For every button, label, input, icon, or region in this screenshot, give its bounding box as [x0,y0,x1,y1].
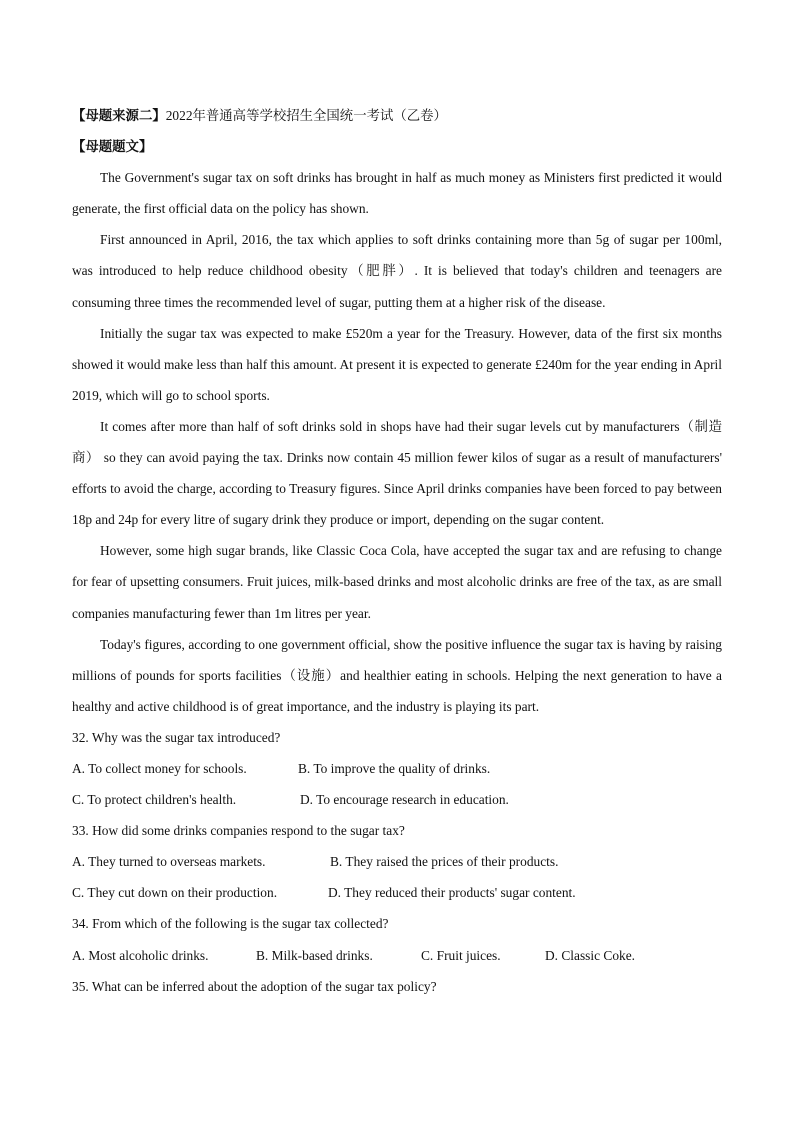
question-33-option-a: A. They turned to overseas markets. [72,854,266,870]
text-label-line [72,131,722,162]
passage-paragraph-2: First announced in April, 2016, the tax which applies to soft drinks containing more than 5g of sugar per 100ml, was introduced to help reduce childhood obesity（肥胖）. It is believed that today's children and teenagers are consuming three times the recommended level of sugar, putting them at a higher risk of the disease. [72,232,722,310]
question-34-option-a: A. Most alcoholic drinks. [72,947,209,963]
question-34-option-b: B. Milk-based drinks. [256,947,373,963]
question-33-options-row-2 [72,877,722,908]
passage-paragraph-3: Initially the sugar tax was expected to make £520m a year for the Treasury. However, data of the first six months showed it would make less than half this amount. At present it is expected to generate £240m for the year ending in April 2019, which will go to school sports. [72,325,722,403]
passage-paragraph-6: Today's figures, according to one government official, show the positive influence the sugar tax is having by raising millions of pounds for sports facilities（设施）and healthier eating in schools. Helping the next generation to have a healthy and active childhood is of great importance, and the industry is playing its part. [72,636,722,714]
source-line [72,100,722,131]
question-32-option-d: D. To encourage research in education. [300,792,509,808]
question-34-option-d: D. Classic Coke. [545,947,636,963]
question-33-option-d: D. They reduced their products' sugar content. [328,885,576,901]
passage-paragraph-5: However, some high sugar brands, like Classic Coca Cola, have accepted the sugar tax and are refusing to change for fear of upsetting consumers. Fruit juices, milk-based drinks and most alcoholic drinks are free of the tax, as are small companies manufacturing fewer than 1m litres per year. [72,543,722,621]
question-32-option-c: C. To protect children's health. [72,792,237,808]
question-32-option-b: B. To improve the quality of drinks. [298,760,491,776]
document-page [72,100,722,1002]
question-33-option-b: B. They raised the prices of their products. [330,854,559,870]
question-32-options-row-1 [72,753,722,784]
question-32-options-row-2 [72,784,722,815]
question-35-stem: 35. What can be inferred about the adoption of the sugar tax policy? [72,978,437,994]
passage-paragraph-1: The Government's sugar tax on soft drinks has brought in half as much money as Ministers first predicted it would generate, the first official data on the policy has shown. [72,170,722,217]
question-32-stem: 32. Why was the sugar tax introduced? [72,729,281,745]
source-text: 2022年普通高等学校招生全国统一考试（乙卷） [165,108,447,123]
question-34-options-row-1 [72,940,722,971]
question-34-stem: 34. From which of the following is the sugar tax collected? [72,916,389,932]
question-33-stem: 33. How did some drinks companies respond to the sugar tax? [72,823,405,839]
question-33-option-c: C. They cut down on their production. [72,885,278,901]
passage-paragraph-4: It comes after more than half of soft drinks sold in shops have had their sugar levels cut by manufacturers（制造商） so they can avoid paying the tax. Drinks now contain 45 million fewer kilos of sugar as a result of manufacturers' efforts to avoid the charge, according to Treasury figures. Since April drinks companies have been forced to pay between 18p and 24p for every litre of sugary drink they produce or import, depending on the sugar content. [72,418,722,528]
question-32-option-a: A. To collect money for schools. [72,760,247,776]
source-label: 【母题来源二】 [72,108,166,123]
text-label: 【母题题文】 [72,139,153,155]
question-34-option-c: C. Fruit juices. [421,947,501,963]
question-33-options-row-1 [72,846,722,877]
